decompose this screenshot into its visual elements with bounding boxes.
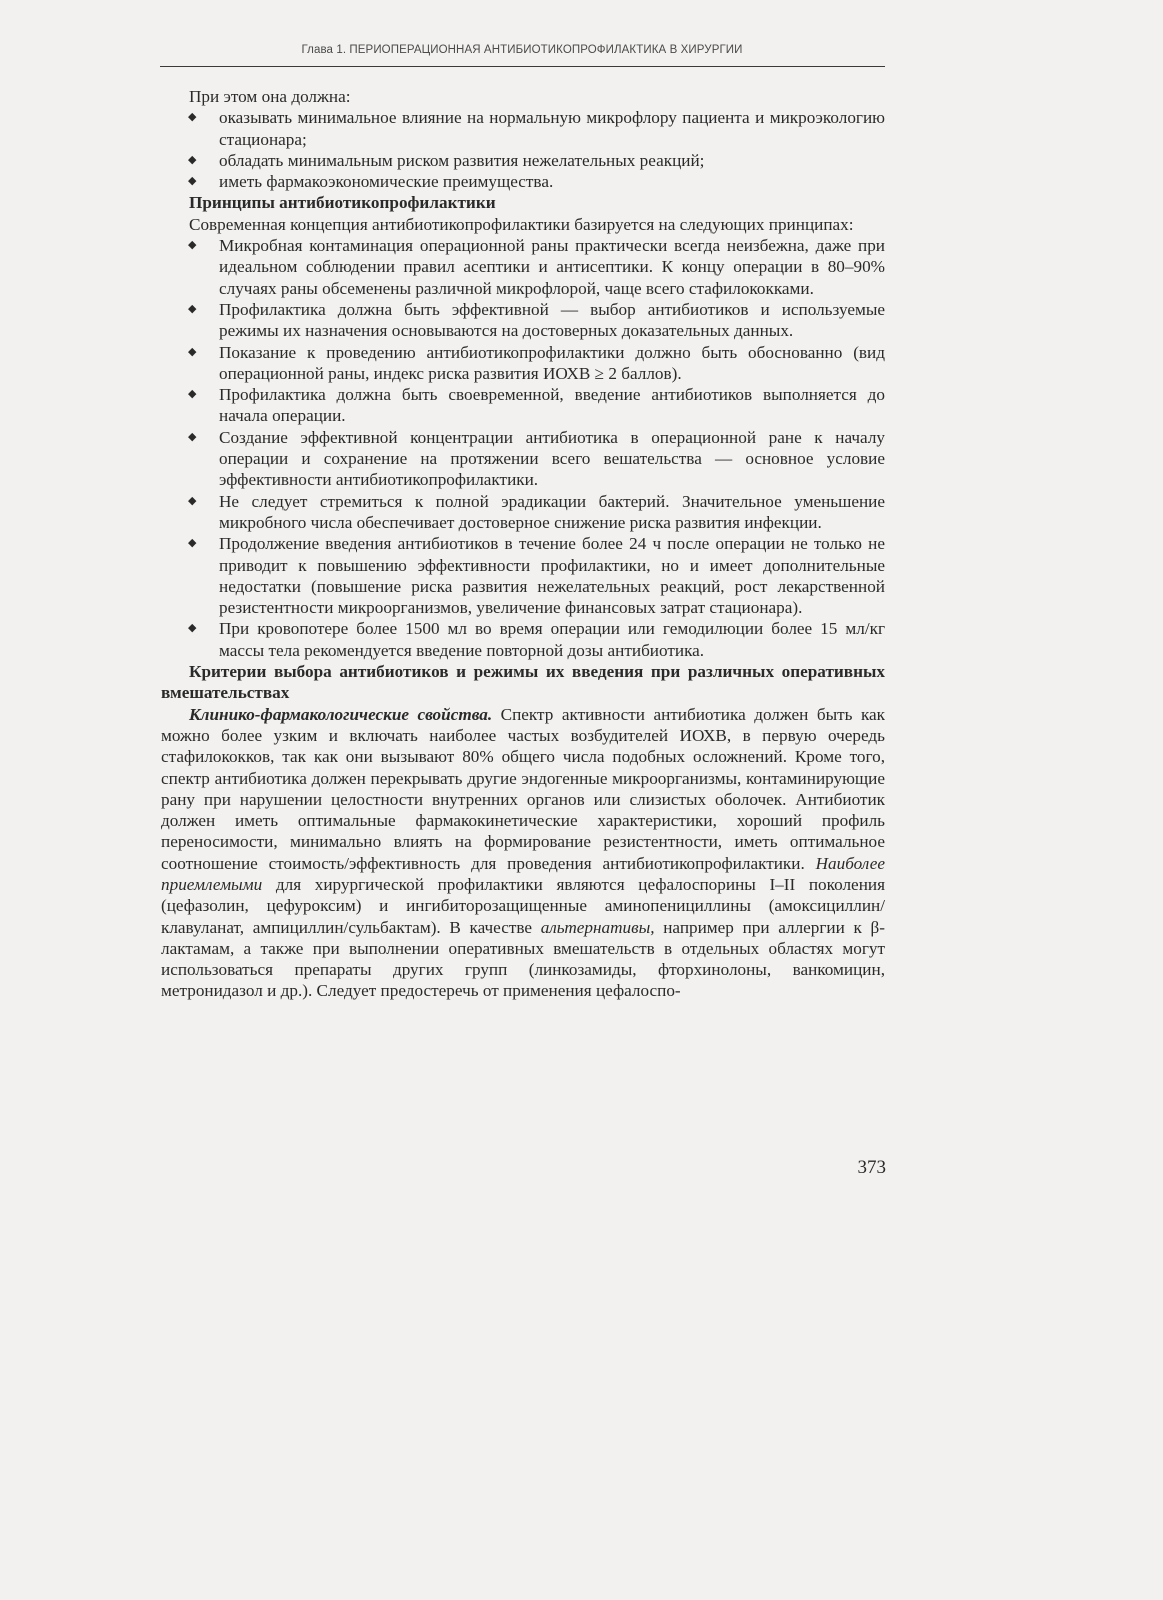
list-item: ◆ Профилактика должна быть эффективной — выбор антибиотиков и используемые режимы их назначения основываются на достоверных доказательных данных. xyxy=(188,299,885,341)
emphasis-text: Наиболее приемлемыми xyxy=(161,853,885,894)
bullet-icon: ◆ xyxy=(188,302,197,315)
page-number: 373 xyxy=(857,1157,886,1178)
emphasis-text: альтернативы, xyxy=(540,917,655,937)
list-item: ◆ При кровопотере более 1500 мл во время операции или гемодилюции более 15 мл/кг массы тела рекомендуется введение повторной дозы антибиотика. xyxy=(188,619,885,660)
criteria-paragraph: Клинико-фармакологические свойства. Спектр активности антибиотика должен быть как можно более узким и включать наиболее частых возбудителей ИОХВ, в первую очередь стафилококков, так как они вызывают 80% общего числа подобных осложнений. Кроме того, спектр антибиотика должен перекрывать другие эндогенные микроорганизмы, контаминирующие рану при нарушении целостности внутренних органов или слизистых оболочек. Антибиотик должен иметь оптимальные фармакокинетические характеристики, хороший профиль переносимости, минимально влиять на формирование резистентности, иметь оптимальное соотношение стоимость/эффективность для проведения антибиотикопрофилактики. Наиболее приемлемыми для хирургической профилактики являются цефалоспорины I–II поколения (цефазолин, цефуроксим) и ингибиторозащищенные аминопенициллины (амоксициллин/клавуланат, ампициллин/сульбактам). В качестве альтернативы, например при аллергии к β-лактамам, а также при выполнении оперативных вмешательств в отдельных областях могут использоваться препараты других групп (линкозамиды, фторхинолоны, ванкомицин, метронидазол и др.). Следует предостеречь от применения цефалоспо- xyxy=(161,704,886,1001)
criteria-lead: Клинико-фармакологические свойства. xyxy=(189,704,493,724)
page-body xyxy=(161,86,885,1002)
bullet-icon: ◆ xyxy=(188,622,197,635)
bullet-icon: ◆ xyxy=(188,388,197,401)
list-item: ◆ иметь фармакоэкономические преимущества. xyxy=(188,172,554,192)
list-item: ◆ Показание к проведению антибиотикопрофилактики должно быть обоснованно (вид операционной раны, индекс риска развития ИОХВ ≥ 2 баллов). xyxy=(188,342,885,383)
bullet-icon: ◆ xyxy=(188,239,197,252)
bullet-icon: ◆ xyxy=(188,430,197,443)
list-item: ◆ Не следует стремиться к полной эрадикации бактерий. Значительное уменьшение микробного числа обеспечивает достоверное снижение риска развития инфекции. xyxy=(188,491,885,532)
bullet-icon: ◆ xyxy=(188,537,197,550)
running-head: Глава 1. ПЕРИОПЕРАЦИОННАЯ АНТИБИОТИКОПРОФИЛАКТИКА В ХИРУРГИИ xyxy=(301,44,743,56)
list-item: ◆ Профилактика должна быть своевременной, введение антибиотиков выполняется до начала операции. xyxy=(188,385,885,426)
list-item: ◆ Микробная контаминация операционной раны практически всегда неизбежна, даже при идеальном соблюдении правил асептики и антисептики. К концу операции в 80–90% случаях раны обсеменены различной микрофлорой, чаще всего стафилококками. xyxy=(188,236,885,298)
bullet-icon: ◆ xyxy=(188,345,197,358)
bullet-icon: ◆ xyxy=(188,175,197,188)
bullet-icon: ◆ xyxy=(188,111,197,124)
requirements-intro: При этом она должна: xyxy=(189,87,351,106)
list-item: ◆ Создание эффективной концентрации антибиотика в операционной ране к началу операции и сохранение на протяжении всего вешательства — основное условие эффективности антибиотикопрофилактики. xyxy=(188,427,885,490)
header-rule xyxy=(160,66,885,67)
criteria-heading: Критерии выбора антибиотиков и режимы их введения при различных оперативных вмешательствах xyxy=(161,662,885,703)
list-item: ◆ Продолжение введения антибиотиков в течение более 24 ч после операции не только не приводит к повышению эффективности профилактики, но и имеет дополнительные недостатки (повышение риска развития нежелательных реакций, рост лекарственной резистентности микроорганизмов, увеличение финансовых затрат стационара). xyxy=(188,534,885,618)
principles-intro: Современная концепция антибиотикопрофилактики базируется на следующих принципах: xyxy=(189,214,854,234)
bullet-icon: ◆ xyxy=(188,153,197,166)
bullet-icon: ◆ xyxy=(188,494,197,507)
list-item: ◆ оказывать минимальное влияние на нормальную микрофлору пациента и микроэкологию стационара; xyxy=(188,108,885,149)
list-item: ◆ обладать минимальным риском развития нежелательных реакций; xyxy=(188,150,705,170)
principles-list xyxy=(161,235,885,661)
principles-heading: Принципы антибиотикопрофилактики xyxy=(189,193,496,213)
requirements-list xyxy=(161,107,885,192)
